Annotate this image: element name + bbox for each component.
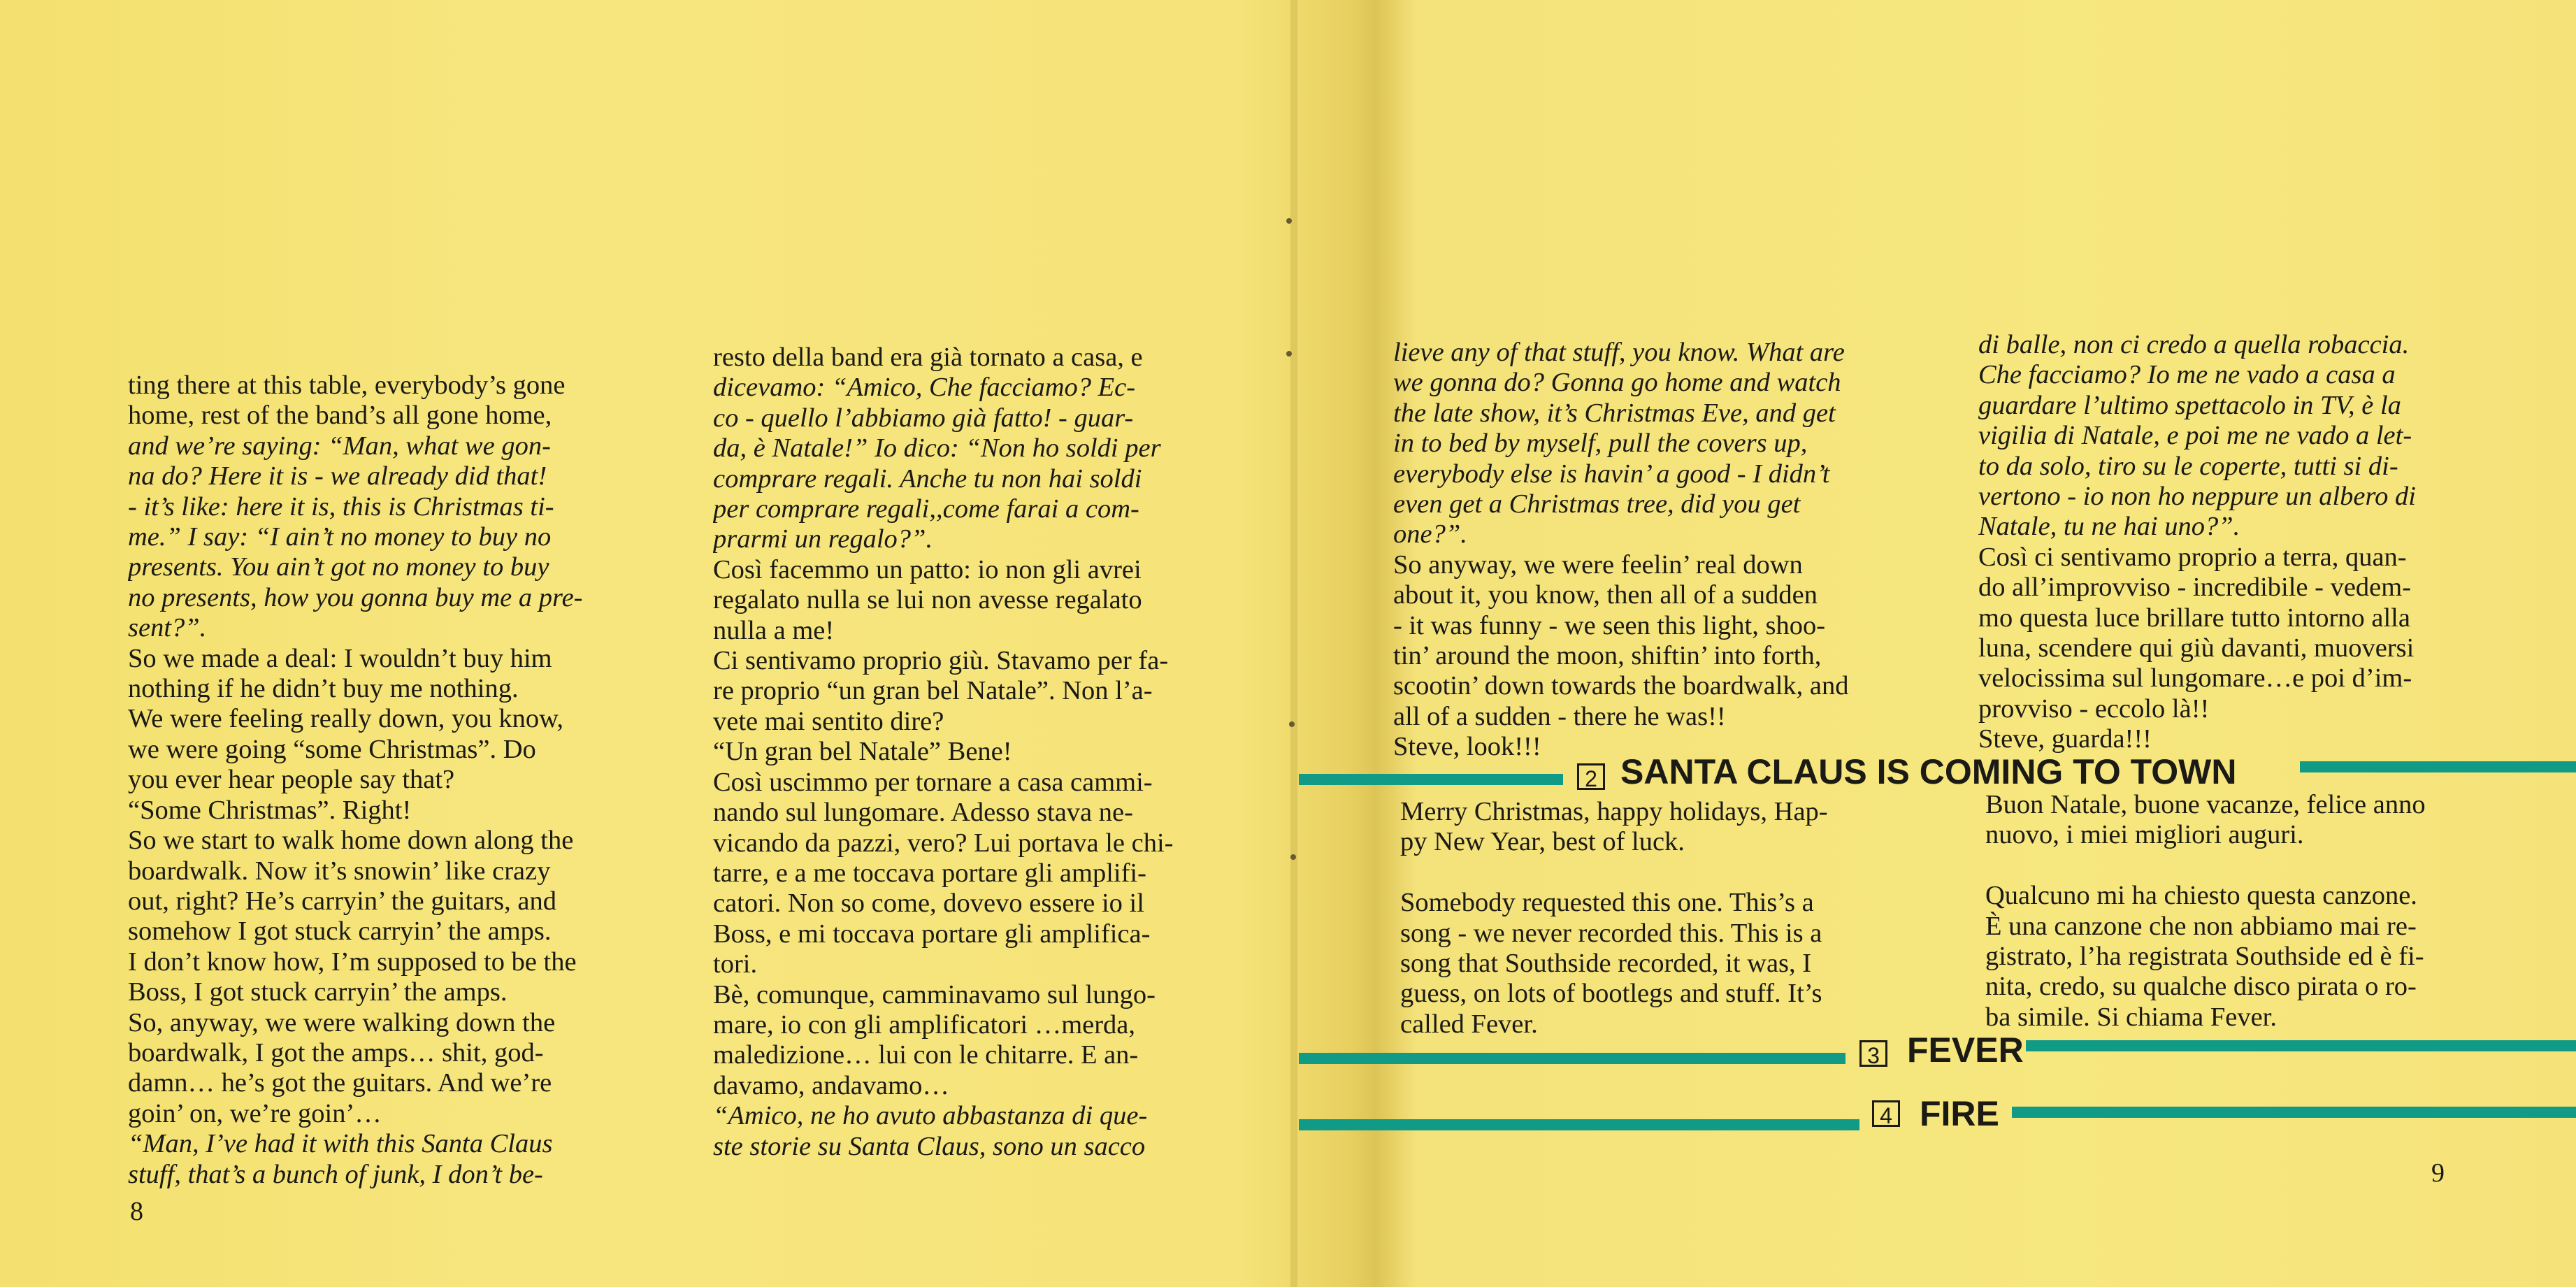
text-line: stuff, that’s a bunch of junk, I don’t be- xyxy=(128,1159,543,1189)
text-line: Steve, look!!! xyxy=(1393,732,1541,762)
text-line: Così ci sentivamo proprio a terra, quan- xyxy=(1978,542,2407,572)
text-line: somehow I got stuck carryin’ the amps. xyxy=(128,916,552,947)
text-line: nita, credo, su qualche disco pirata o ro- xyxy=(1985,972,2417,1002)
rule-track3-left xyxy=(1299,1053,1845,1064)
text-line: sent?”. xyxy=(128,613,207,643)
track-title-fire: FIRE xyxy=(1920,1094,1999,1133)
text-line: velocissima sul lungomare…e poi d’im- xyxy=(1978,663,2412,693)
text-line: lieve any of that stuff, you know. What are xyxy=(1393,338,1845,367)
text-line: provviso - eccolo là!! xyxy=(1978,693,2210,724)
staple-mark xyxy=(1286,218,1292,224)
text-line: song - we never recorded this. This is a xyxy=(1400,918,1822,948)
text-line: Bè, comunque, camminavamo sul lungo- xyxy=(713,979,1156,1009)
text-line: da, è Natale!” Io dico: “Non ho soldi per xyxy=(713,433,1161,463)
text-line: guardare l’ultimo spettacolo in TV, è la xyxy=(1978,390,2401,420)
page-number-left: 8 xyxy=(130,1197,143,1226)
text-line: out, right? He’s carryin’ the guitars, and xyxy=(128,886,556,916)
text-line: ste storie su Santa Claus, sono un sacco xyxy=(713,1131,1146,1161)
text-line: scootin’ down towards the boardwalk, and xyxy=(1393,671,1849,701)
text-line: one?”. xyxy=(1393,519,1467,549)
staple-mark xyxy=(1289,721,1295,727)
text-line: na do? Here it is - we already did that! xyxy=(128,461,547,491)
text-line: vertono - io non ho neppure un albero di xyxy=(1978,482,2416,512)
text-line: - it was funny - we seen this light, shoo- xyxy=(1393,610,1826,640)
text-line: “Amico, ne ho avuto abbastanza di que- xyxy=(713,1101,1148,1131)
text-line: and we’re saying: “Man, what we gon- xyxy=(128,431,551,461)
text-line: nulla a me! xyxy=(713,615,835,645)
text-line: boardwalk, I got the amps… shit, god- xyxy=(128,1037,544,1067)
rule-track2-left xyxy=(1299,774,1563,785)
text-line: Steve, guarda!!! xyxy=(1978,724,2152,754)
track-title-fever: FEVER xyxy=(1907,1030,2024,1070)
text-line: luna, scendere qui giù davanti, muoversi xyxy=(1978,633,2415,663)
text-line: Natale, tu ne hai uno?”. xyxy=(1978,512,2240,542)
text-line: even get a Christmas tree, did you get xyxy=(1393,489,1801,519)
page-gutter xyxy=(1290,0,1297,1287)
page-number-right: 9 xyxy=(2431,1158,2445,1188)
text-line: all of a sudden - there he was!! xyxy=(1393,701,1726,731)
text-line: I don’t know how, I’m supposed to be the xyxy=(128,947,577,977)
text-line: ting there at this table, everybody’s gone xyxy=(128,371,566,400)
text-line: - it’s like: here it is, this is Christmas ti- xyxy=(128,491,554,522)
text-line: song that Southside recorded, it was, I xyxy=(1400,949,1812,979)
text-line: nothing if he didn’t buy me nothing. xyxy=(128,674,519,704)
text-line: you ever hear people say that? xyxy=(128,765,455,795)
text-line: about it, you know, then all of a sudden xyxy=(1393,580,1818,610)
text-line: we gonna do? Gonna go home and watch xyxy=(1393,368,1841,398)
rule-track3-right xyxy=(2026,1040,2576,1051)
text-line xyxy=(1985,851,2475,881)
track-title-santa-claus: SANTA CLAUS IS COMING TO TOWN xyxy=(1620,752,2237,791)
text-line: home, rest of the band’s all gone home, xyxy=(128,401,552,431)
text-line: We were feeling really down, you know, xyxy=(128,704,564,734)
text-line: Merry Christmas, happy holidays, Hap- xyxy=(1400,797,1828,826)
track-number-box: 4 xyxy=(1872,1100,1900,1127)
staple-mark xyxy=(1286,351,1292,357)
text-line: Così facemmo un patto: io non gli avrei xyxy=(713,554,1142,584)
text-line: vigilia di Natale, e poi me ne vado a let- xyxy=(1978,421,2412,451)
text-line: nuovo, i miei migliori auguri. xyxy=(1985,820,2304,850)
text-line: So we made a deal: I wouldn’t buy him xyxy=(128,643,552,673)
text-line: to da solo, tiro su le coperte, tutti si di- xyxy=(1978,451,2398,481)
text-line: davamo, andavamo… xyxy=(713,1070,949,1100)
text-line: mo questa luce brillare tutto intorno alla xyxy=(1978,603,2410,633)
text-line: py New Year, best of luck. xyxy=(1400,827,1685,857)
text-line: presents. You ain’t got no money to buy xyxy=(128,552,549,582)
text-line: comprare regali. Anche tu non hai soldi xyxy=(713,463,1142,494)
page9-column-italian xyxy=(1978,330,2468,755)
rule-track4-left xyxy=(1299,1119,1859,1130)
text-line: Ci sentivamo proprio giù. Stavamo per fa- xyxy=(713,646,1169,676)
text-line: no presents, how you gonna buy me a pre- xyxy=(128,582,583,612)
text-line: So, anyway, we were walking down the xyxy=(128,1007,556,1037)
text-line: the late show, it’s Christmas Eve, and get xyxy=(1393,398,1836,428)
text-line: Boss, e mi toccava portare gli amplifica- xyxy=(713,919,1151,949)
text-line: resto della band era già tornato a casa, e xyxy=(713,343,1143,372)
text-line xyxy=(1400,858,1890,888)
text-line: Che facciamo? Io me ne vado a casa a xyxy=(1978,360,2396,390)
text-line: Boss, I got stuck carryin’ the amps. xyxy=(128,977,508,1007)
page9-column-english xyxy=(1393,338,1883,763)
text-line: nando sul lungomare. Adesso stava ne- xyxy=(713,798,1133,828)
rule-track2-right xyxy=(2300,761,2576,772)
text-line: “Man, I’ve had it with this Santa Claus xyxy=(128,1129,553,1159)
text-line: di balle, non ci credo a quella robaccia. xyxy=(1978,330,2410,359)
track-number-box: 3 xyxy=(1859,1040,1887,1067)
text-line: regalato nulla se lui non avesse regalato xyxy=(713,585,1142,615)
text-line: So we start to walk home down along the xyxy=(128,826,574,856)
text-line: Qualcuno mi ha chiesto questa canzone. xyxy=(1985,881,2417,911)
text-line: So anyway, we were feelin’ real down xyxy=(1393,549,1803,580)
page8-column-english xyxy=(128,371,617,1190)
rule-track4-right xyxy=(2012,1107,2576,1118)
text-line: goin’ on, we’re goin’… xyxy=(128,1098,382,1128)
text-line: Così uscimmo per tornare a casa cammi- xyxy=(713,767,1153,797)
text-line: per comprare regali,,come farai a com- xyxy=(713,494,1139,524)
text-line: boardwalk. Now it’s snowin’ like crazy xyxy=(128,856,551,886)
text-line: Buon Natale, buone vacanze, felice anno xyxy=(1985,790,2426,819)
text-line: guess, on lots of bootlegs and stuff. It’s xyxy=(1400,979,1822,1009)
text-line: vete mai sentito dire? xyxy=(713,706,944,736)
text-line: tori. xyxy=(713,949,758,979)
text-line: everybody else is havin’ a good - I didn’t xyxy=(1393,459,1830,489)
text-line: mare, io con gli amplificatori …merda, xyxy=(713,1009,1136,1040)
text-line: called Fever. xyxy=(1400,1009,1538,1039)
text-line: me.” I say: “I ain’t no money to buy no xyxy=(128,522,552,552)
text-line: ba simile. Si chiama Fever. xyxy=(1985,1002,2277,1032)
text-line: tarre, e a me toccava portare gli amplifi- xyxy=(713,858,1146,888)
text-line: do all’improvviso - incredibile - vedem- xyxy=(1978,573,2412,603)
text-line: gistrato, l’ha registrata Southside ed è fi- xyxy=(1985,942,2424,972)
text-line: damn… he’s got the guitars. And we’re xyxy=(128,1068,552,1098)
text-line: co - quello l’abbiamo già fatto! - guar- xyxy=(713,403,1134,433)
text-line: catori. Non so come, dovevo essere io il xyxy=(713,889,1144,919)
track2-notes-italian xyxy=(1985,790,2475,1033)
text-line: È una canzone che non abbiamo mai re- xyxy=(1985,911,2417,941)
text-line: prarmi un regalo?”. xyxy=(713,524,933,554)
track2-notes-english xyxy=(1400,797,1890,1040)
text-line: Somebody requested this one. This’s a xyxy=(1400,888,1814,918)
text-line: we were going “some Christmas”. Do xyxy=(128,734,536,764)
text-line: re proprio “un gran bel Natale”. Non l’a- xyxy=(713,676,1153,706)
page8-column-italian xyxy=(713,343,1202,1162)
track-number-box: 2 xyxy=(1577,763,1605,790)
text-line: in to bed by myself, pull the covers up, xyxy=(1393,429,1808,459)
text-line: vicando da pazzi, vero? Lui portava le chi- xyxy=(713,828,1174,858)
text-line: tin’ around the moon, shiftin’ into forth, xyxy=(1393,641,1822,671)
text-line: “Some Christmas”. Right! xyxy=(128,795,412,825)
text-line: “Un gran bel Natale” Bene! xyxy=(713,737,1012,767)
text-line: maledizione… lui con le chitarre. E an- xyxy=(713,1040,1139,1070)
staple-mark xyxy=(1290,854,1296,860)
text-line: dicevamo: “Amico, Che facciamo? Ec- xyxy=(713,373,1136,403)
